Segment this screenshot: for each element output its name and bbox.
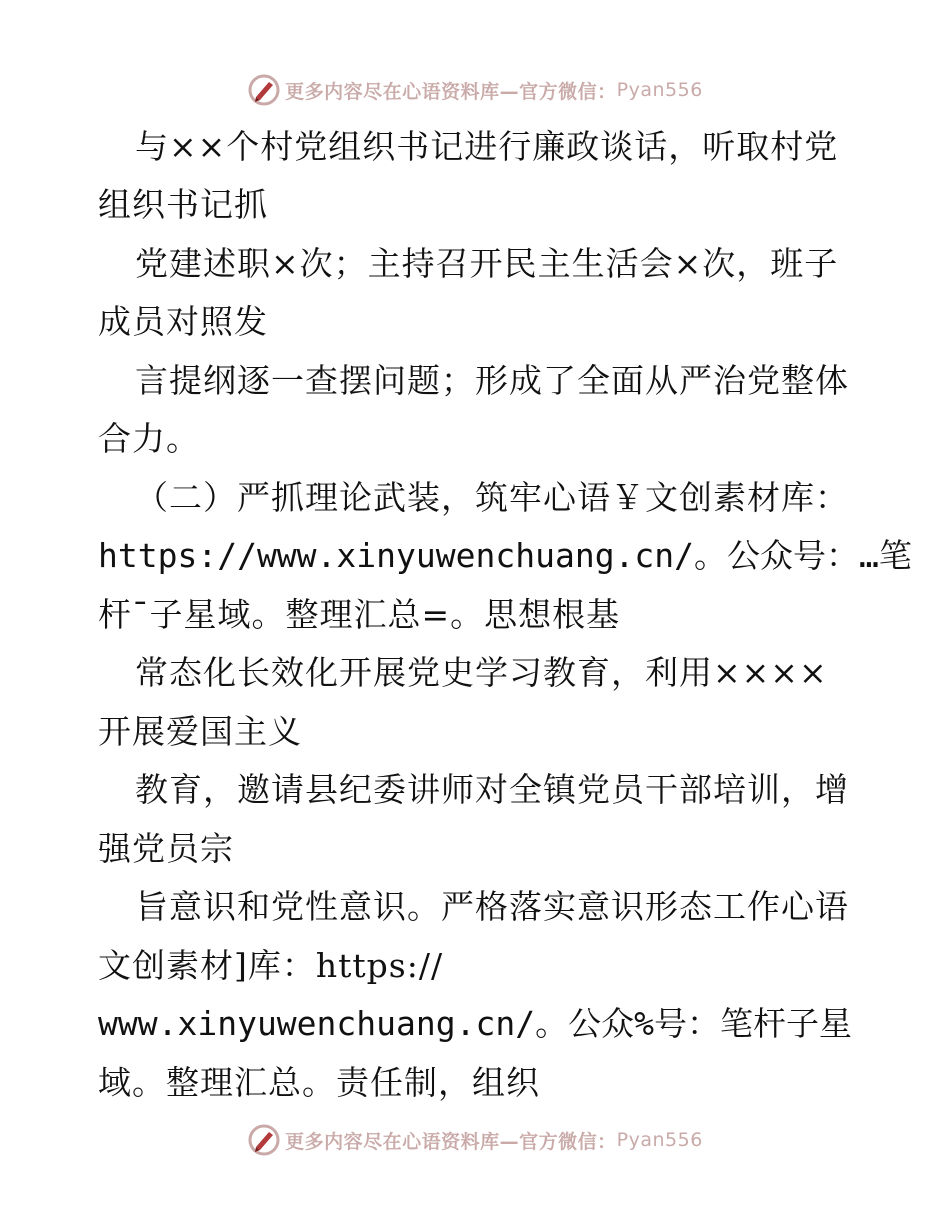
text-line: 开展爱国主义 xyxy=(98,712,302,751)
watermark-id: Pyan556 xyxy=(616,1129,703,1151)
watermark-text: 更多内容尽在心语资料库—官方微信： xyxy=(285,80,617,103)
text-line: 教育，邀请县纪委讲师对全镇党员干部培训，增 xyxy=(135,770,849,809)
section-heading: （二）严抓理论武装，筑牢心语￥文创素材库： xyxy=(135,478,849,517)
text-line: 域。整理汇总。责任制，组织 xyxy=(98,1063,540,1102)
text-line: 与××个村党组织书记进行廉政谈话，听取村党 xyxy=(135,127,839,166)
text-line: 旨意识和党性意识。严格落实意识形态工作心语 xyxy=(135,887,849,926)
text-line: https://www.xinyuwenchuang.cn/。公众号：…笔 xyxy=(98,536,912,575)
text-line: 党建述职×次；主持召开民主生活会×次，班子 xyxy=(135,244,839,283)
text-line: 组织书记抓 xyxy=(98,185,268,224)
text-line: 合力。 xyxy=(98,419,200,458)
watermark-text: 更多内容尽在心语资料库—官方微信： xyxy=(285,1130,617,1153)
text-line: 文创素材]库：https:// xyxy=(98,946,444,985)
text-line: 言提纲逐一查摆问题；形成了全面从严治党整体 xyxy=(135,361,849,400)
text-line: 杆¯子星域。整理汇总=。思想根基 xyxy=(98,595,621,634)
text-line: www.xinyuwenchuang.cn/。公众%号：笔杆子星 xyxy=(98,1004,852,1043)
pen-circle-logo-icon xyxy=(247,1123,281,1157)
text-line: 强党员宗 xyxy=(98,829,234,868)
footer-watermark xyxy=(0,1120,950,1160)
text-line: 成员对照发 xyxy=(98,302,268,341)
text-line: 常态化长效化开展党史学习教育，利用×××× xyxy=(135,653,828,692)
watermark-id: Pyan556 xyxy=(616,79,703,101)
